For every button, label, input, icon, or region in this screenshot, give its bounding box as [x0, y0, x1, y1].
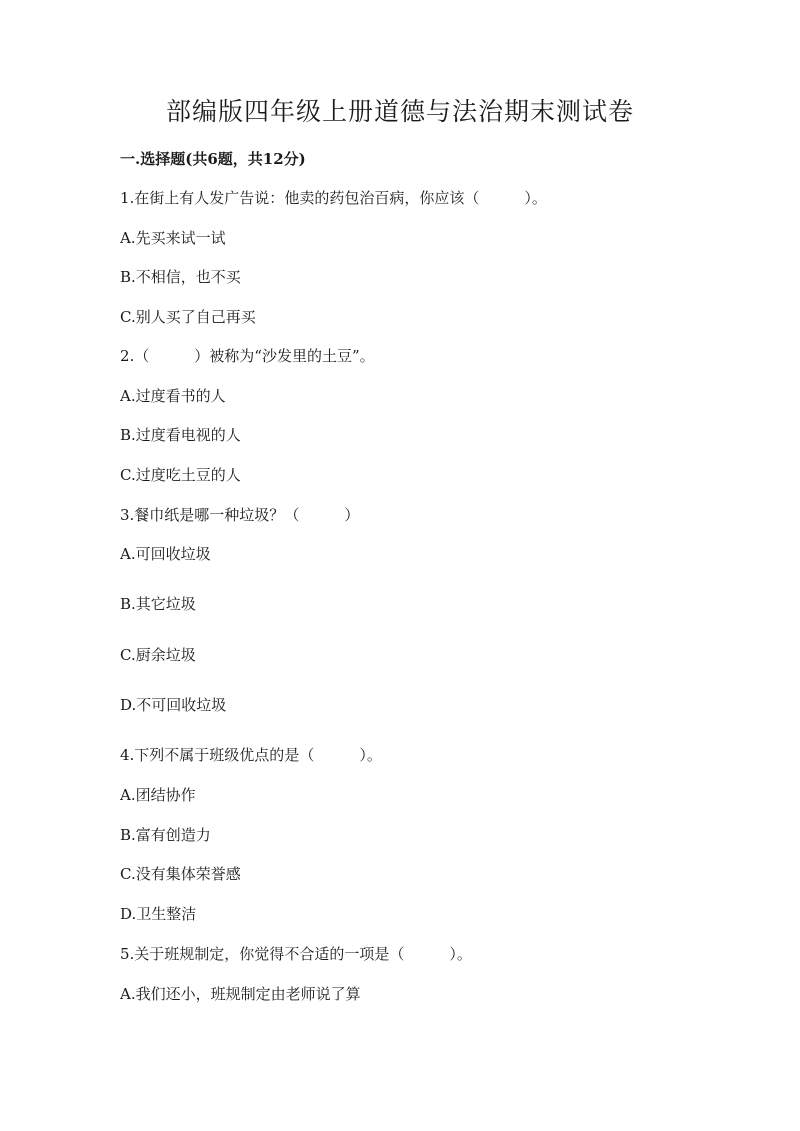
question-2-option-a: A.过度看书的人 — [120, 387, 226, 405]
question-2-stem: 2.（ ）被称为“沙发里的土豆”。 — [120, 347, 375, 365]
question-4-option-b: B.富有创造力 — [120, 826, 211, 844]
question-5-stem: 5.关于班规制定，你觉得不合适的一项是（ ）。 — [120, 945, 472, 963]
question-3-option-c: C.厨余垃圾 — [120, 646, 196, 664]
question-1-option-c: C.别人买了自己再买 — [120, 308, 256, 326]
question-1-option-b: B.不相信，也不买 — [120, 268, 241, 286]
question-3-option-d: D.不可回收垃圾 — [120, 696, 227, 714]
question-2-option-c: C.过度吃土豆的人 — [120, 466, 241, 484]
question-4-option-c: C.没有集体荣誉感 — [120, 865, 241, 883]
question-3-stem: 3.餐巾纸是哪一种垃圾？（ ） — [120, 506, 360, 524]
question-1-option-a: A.先买来试一试 — [120, 229, 226, 247]
question-1-stem: 1.在街上有人发广告说：他卖的药包治百病，你应该（ ）。 — [120, 189, 547, 207]
question-4-option-a: A.团结协作 — [120, 786, 196, 804]
question-2-option-b: B.过度看电视的人 — [120, 426, 241, 444]
question-3-option-b: B.其它垃圾 — [120, 595, 196, 613]
question-4-option-d: D.卫生整洁 — [120, 905, 197, 923]
page-title: 部编版四年级上册道德与法治期末测试卷 — [165, 97, 634, 126]
question-5-option-a: A.我们还小，班规制定由老师说了算 — [120, 985, 361, 1003]
question-4-stem: 4.下列不属于班级优点的是（ ）。 — [120, 746, 382, 764]
section-heading: 一.选择题(共6题，共12分) — [120, 150, 306, 168]
question-3-option-a: A.可回收垃圾 — [120, 545, 211, 563]
